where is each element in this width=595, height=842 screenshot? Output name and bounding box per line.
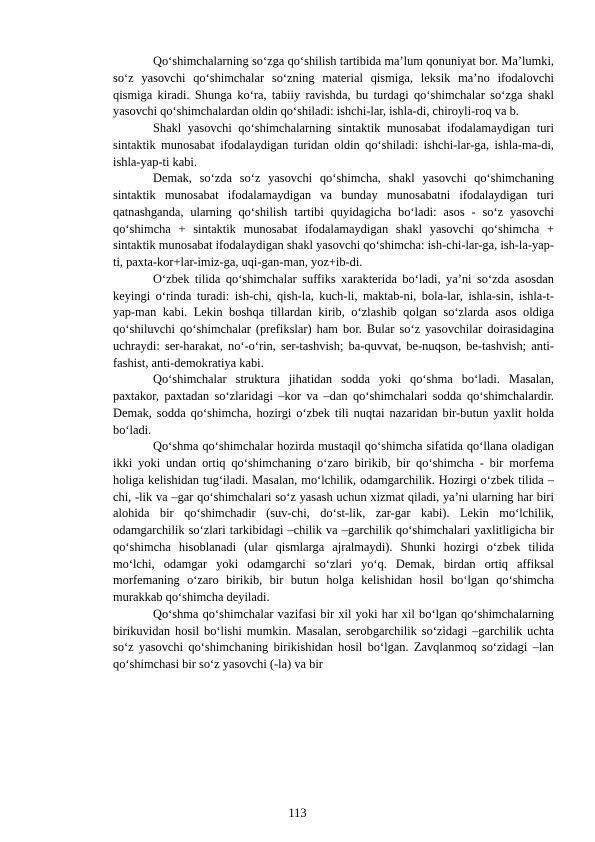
paragraph-combined-order: Demak, so‘zda so‘z yasovchi qo‘shimcha, shakl yasovchi qo‘shimchaning sintaktik munosabat ifodalamaydigan va bunday munosabatni ifodalaydigan turi qatnashganda, ularning qo‘shilish tartibi quyidagicha bo‘ladi: asos - so‘z yasovchi qo‘shimcha + sintaktik munosabat ifodalamaydigan shakl yasovchi qo‘shimcha + sintaktik munosabat ifodalaydigan shakl yasovchi qo‘shimcha: ish-chi-lar-ga, ish-la-yap-ti, paxta-kor+lar-imiz-ga, uqi-gan-man, yoz+ib-di. [113,171,554,269]
paragraph-simple-suffixes: Qo‘shimchalar struktura jihatidan sodda yoki qo‘shma bo‘ladi. Masalan, paxtakor, paxtadan so‘zlaridagi –kor va –dan qo‘shimchalari sodda qo‘shimchalardir. Demak, sodda qo‘shimcha, hozirgi o‘zbek tili nuqtai nazaridan bir-butun yaxlit holda bo‘ladi. [113,372,554,437]
paragraph-compound-suffixes: Qo‘shma qo‘shimchalar hozirda mustaqil qo‘shimcha sifatida qo‘llana oladigan ikki yoki undan ortiq qo‘shimchaning o‘zaro birikib, bir qo‘shimcha - bir morfema holiga kelishidan tug‘iladi. Masalan, mo‘lchilik, odamgarchilik. Hozirgi o‘zbek tilida –chi, -lik va –gar qo‘shimchalari so‘z yasash uchun xizmat qiladi, ya’ni ularning har biri alohida bir qo‘shimchadir (suv-chi, do‘st-lik, zar-gar kabi). Lekin mo‘lchilik, odamgarchilik so‘zlari tarkibidagi –chilik va –garchilik qo‘shimchalari yaxlitligicha bir qo‘shimcha hisoblanadi (ular qismlarga ajralmaydi). Shunki hozirgi o‘zbek tilida mo‘lchi, odamgar yoki odamgarchi so‘zlari yo‘q. Demak, birdan ortiq affiksal morfemaning o‘zaro birikib, bir butun holga kelishidan hosil bo‘lgan qo‘shimcha murakkab qo‘shimcha deyiladi. [113,439,554,604]
paragraph-suffix-character: O‘zbek tilida qo‘shimchalar suffiks xarakterida bo‘ladi, ya’ni so‘zda asosdan keyingi o‘rinda turadi: ish-chi, qish-la, kuch-li, maktab-ni, bola-lar, ishla-sin, ishla-t-yap-man kabi. Lekin boshqa tillardan kirib, o‘zlashib qolgan so‘zlarda asos oldiga qo‘shiluvchi qo‘shimchalar (prefikslar) ham bor. Bular so‘z yasovchilar doirasidagina uchraydi: ser-harakat, no‘-o‘rin, ser-tashvish; ba-quvvat, be-nuqson, be-tashvish; anti-fashist, anti-demokratiya kabi. [113,271,554,370]
paragraph-suffix-order: Qo‘shimchalarning so‘zga qo‘shilish tartibida ma’lum qonuniyat bor. Ma’lumki, so‘z yasovchi qo‘shimchalar so‘zning material qismiga, leksik ma’no ifodalovchi qismiga kiradi. Shunga ko‘ra, tabiiy ravishda, bu turdagi qo‘shimchalar so‘zga shakl yasovchi qo‘shimchalardan oldin qo‘shiladi: ishchi-lar, ishla-di, chiroyli-roq va b. [113,54,554,119]
document-body [113,53,554,673]
page-number: 113 [288,806,307,820]
paragraph-form-suffix-order: Shakl yasovchi qo‘shimchalarning sintaktik munosabat ifodalamaydigan turi sintaktik munosabat ifodalaydigan turidan oldin qo‘shiladi: ishchi-lar-ga, ishla-ma-di, ishla-yap-ti kabi. [113,121,554,169]
paragraph-compound-suffix-function: Qo‘shma qo‘shimchalar vazifasi bir xil yoki har xil bo‘lgan qo‘shimchalarning birikuvidan hosil bo‘lishi mumkin. Masalan, serobgarchilik so‘zidagi –garchilik uchta so‘z yasovchi qo‘shimchaning birikishidan hosil bo‘lgan. Zavqlanmoq so‘zidagi –lan qo‘shimchasi bir so‘z yasovchi (-la) va bir [113,606,554,671]
